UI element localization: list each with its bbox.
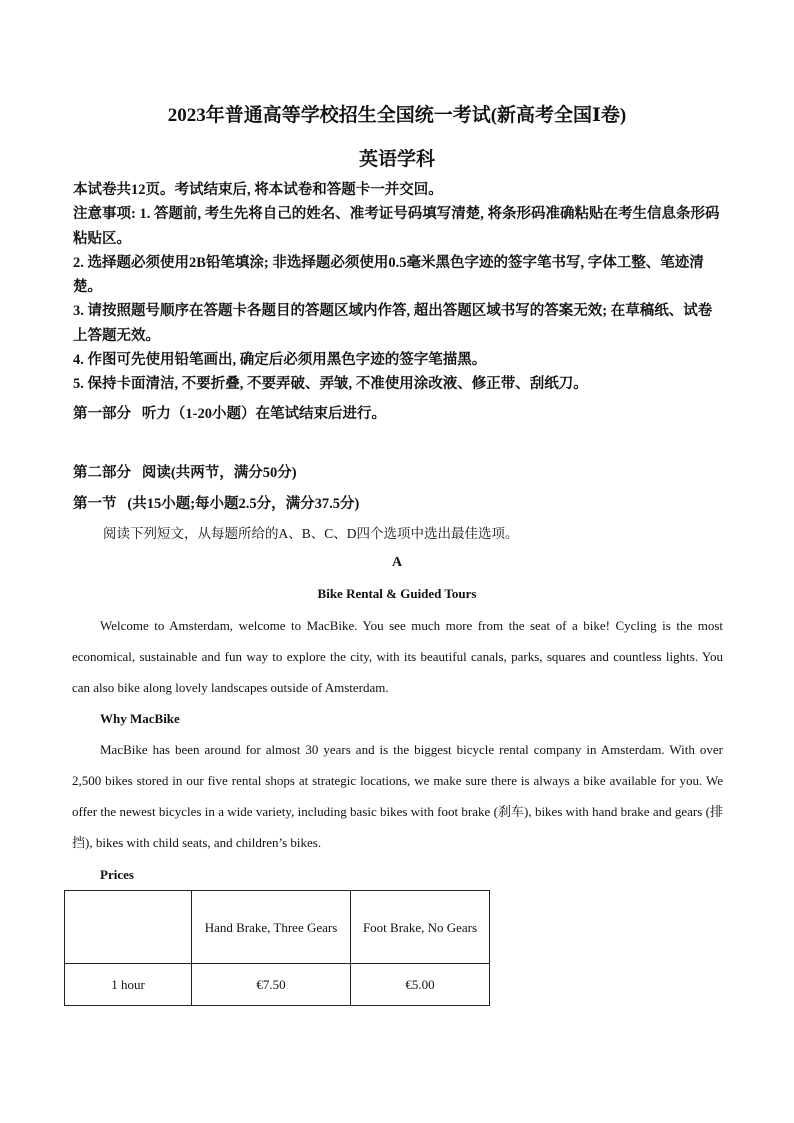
- table-cell: 1 hour: [65, 964, 192, 1006]
- note-line: 5. 保持卡面清洁, 不要折叠, 不要弄破、弄皱, 不准使用涂改液、修正带、刮纸刀。: [73, 376, 588, 393]
- exam-title: 2023年普通高等学校招生全国统一考试(新高考全国Ⅰ卷): [167, 105, 627, 126]
- passage-intro-paragraph: Welcome to Amsterdam, welcome to MacBike. You see much more from the seat of a bike! Cycling is the most economical, sustainable and fun way to explore the city, with its beautiful canals, parks, squares and countless lights. You can also bike along lovely landscapes outside of Amsterdam.: [72, 618, 723, 695]
- passage-title: Bike Rental & Guided Tours: [317, 586, 477, 601]
- prices-heading: Prices: [100, 867, 134, 882]
- table-cell: €7.50: [192, 964, 351, 1006]
- note-line: 4. 作图可先使用铅笔画出, 确定后必须用黑色字迹的签字笔描黑。: [73, 352, 487, 369]
- exam-notes: [73, 178, 723, 397]
- note-line: 本试卷共12页。考试结束后, 将本试卷和答题卡一并交回。: [73, 182, 443, 198]
- section-one-heading: 第一节 (共15小题;每小题2.5分，满分37.5分): [73, 496, 360, 512]
- table-row: [65, 964, 490, 1006]
- table-header-cell: Foot Brake, No Gears: [351, 891, 490, 964]
- part-one-heading: 第一部分 听力（1-20小题）在笔试结束后进行。: [73, 406, 386, 422]
- passage-letter: A: [391, 555, 403, 570]
- reading-instruction: 阅读下列短文，从每题所给的A、B、C、D四个选项中选出最佳选项。: [103, 526, 519, 541]
- table-header-cell: [65, 891, 192, 964]
- why-macbike-paragraph: MacBike has been around for almost 30 years and is the biggest bicycle rental company in Amsterdam. With over 2,500 bikes stored in our five rental shops at strategic locations, we make sure there is always a bike available for you. We offer the newest bicycles in a wide variety, including basic bikes with foot brake (刹车), bikes with hand brake and gears (排挡), bikes with child seats, and children’s bikes.: [72, 742, 723, 850]
- table-header-row: [65, 891, 490, 964]
- why-macbike-heading: Why MacBike: [100, 711, 180, 726]
- exam-subject: 英语学科: [358, 149, 435, 170]
- prices-table: [64, 890, 490, 1006]
- table-header-cell: Hand Brake, Three Gears: [192, 891, 351, 964]
- note-line: 2. 选择题必须使用2B铅笔填涂; 非选择题必须使用0.5毫米黑色字迹的签字笔书写, 字体工整、笔迹清楚。: [73, 254, 704, 296]
- table-cell: €5.00: [351, 964, 490, 1006]
- note-line: 3. 请按照题号顺序在答题卡各题目的答题区域内作答, 超出答题区域书写的答案无效; 在草稿纸、试卷上答题无效。: [73, 303, 713, 344]
- part-two-heading: 第二部分 阅读(共两节，满分50分): [73, 465, 297, 481]
- note-line: 注意事项: 1. 答题前, 考生先将自己的姓名、准考证号码填写清楚, 将条形码准确粘贴在考生信息条形码粘贴区。: [73, 206, 720, 247]
